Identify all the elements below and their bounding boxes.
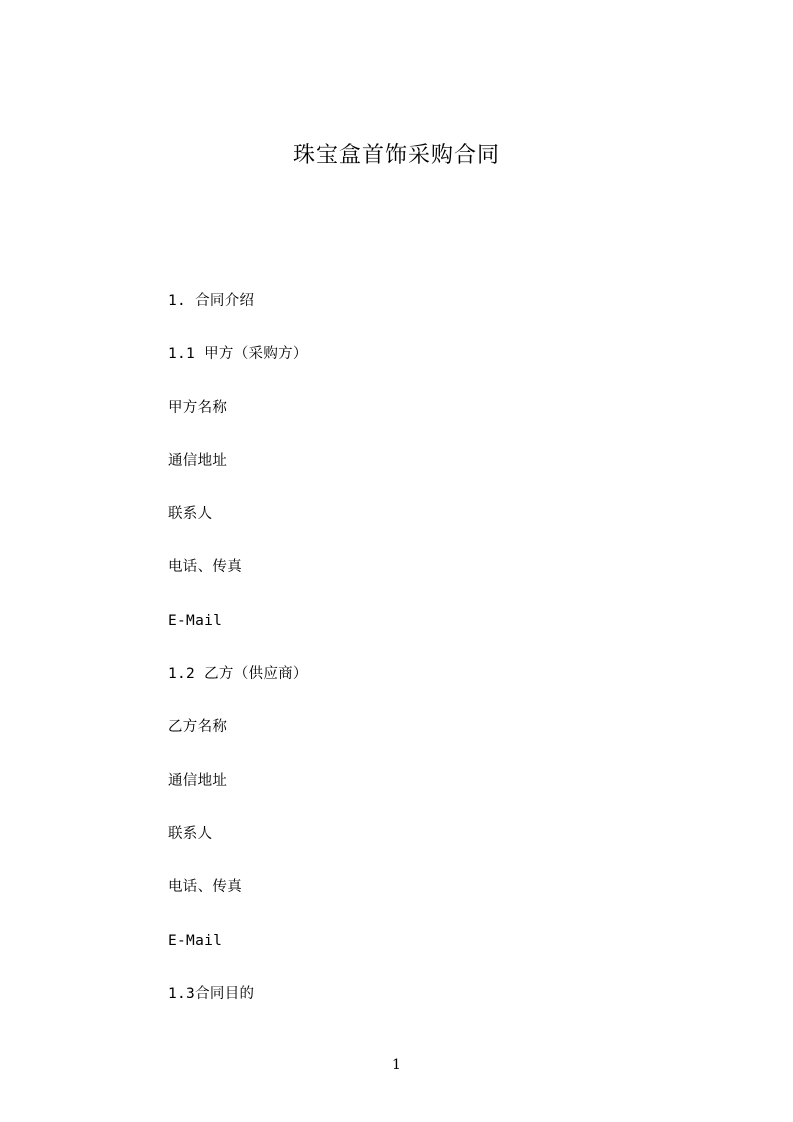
document-body [168,288,728,1034]
field-label-party-a-phone-fax: 电话、传真 [168,559,242,576]
document-title: 珠宝盒首饰采购合同 [292,143,500,168]
subsection-heading-contract-purpose: 1.3合同目的 [168,985,255,1002]
field-label-party-a-address: 通信地址 [168,452,228,469]
field-label-party-a-contact: 联系人 [168,506,213,523]
field-label-party-b-name: 乙方名称 [168,719,228,736]
field-label-party-b-address: 通信地址 [168,772,228,789]
field-label-party-b-phone-fax: 电话、传真 [168,879,242,896]
page-number: 1 [392,1057,401,1073]
field-label-party-b-contact: 联系人 [168,825,213,842]
field-label-party-a-name: 甲方名称 [168,399,228,416]
subsection-heading-party-a: 1.1 甲方（采购方） [168,346,308,363]
field-label-party-b-email: E-Mail [168,932,223,949]
subsection-heading-party-b: 1.2 乙方（供应商） [168,666,308,683]
field-label-party-a-email: E-Mail [168,612,223,629]
section-heading-contract-intro: 1. 合同介绍 [168,293,255,309]
